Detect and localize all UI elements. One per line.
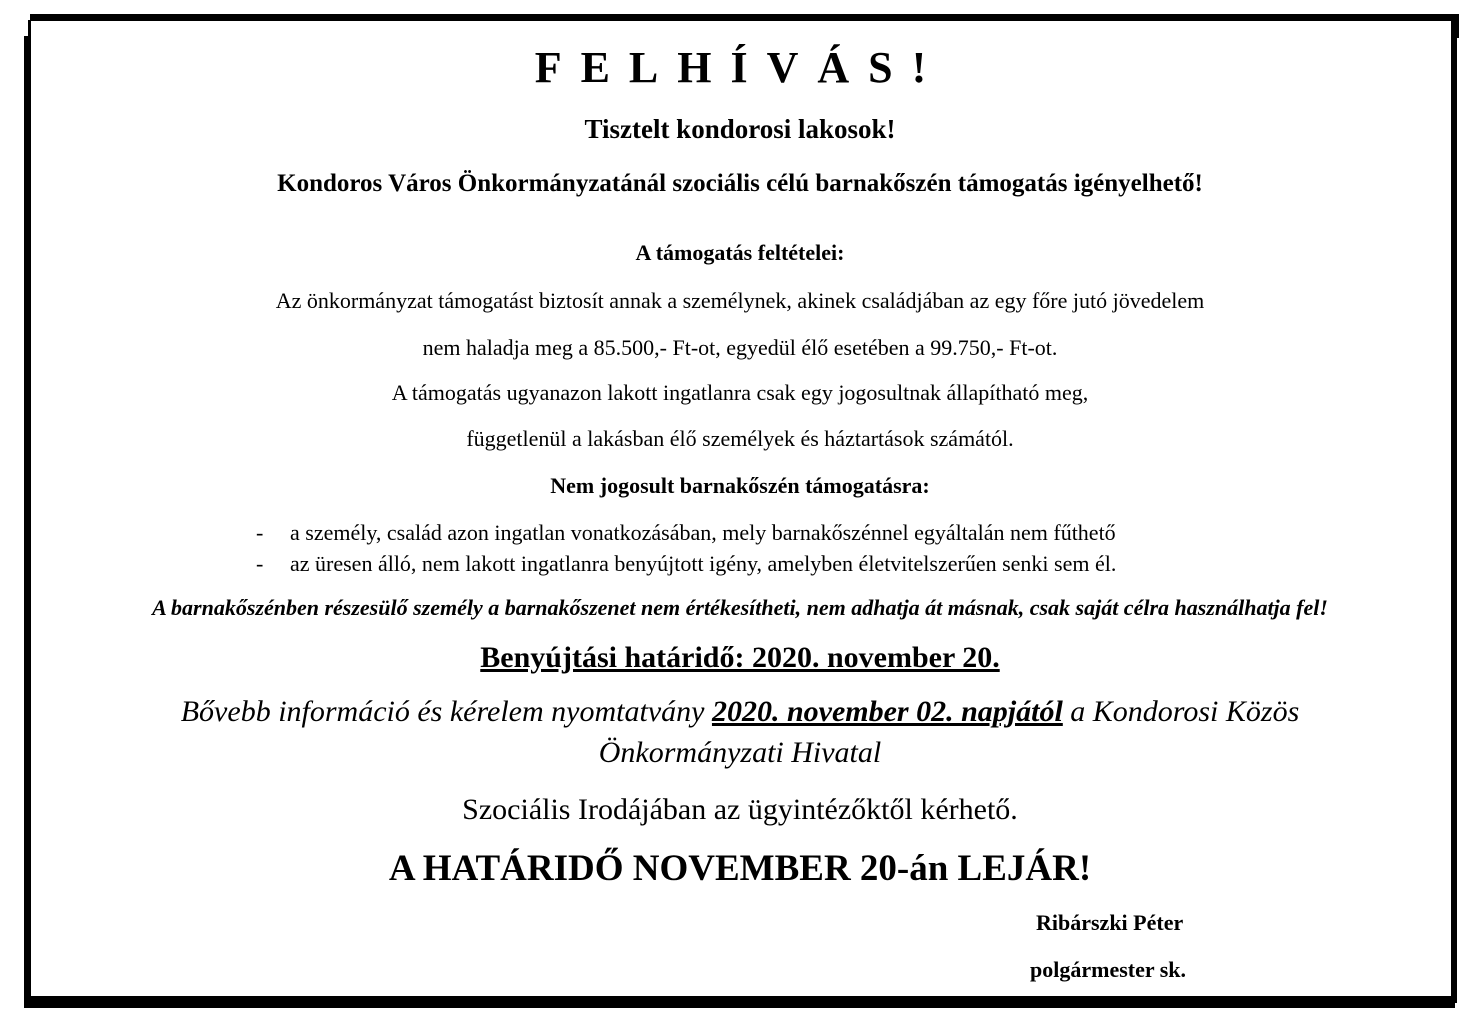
info-line	[30, 695, 1450, 729]
frame-top-border	[30, 14, 1456, 21]
list-item	[256, 549, 1116, 580]
list-item-text: az üresen álló, nem lakott ingatlanra benyújtott igény, amelyben életvitelszerűen senki sem él.	[290, 551, 1117, 576]
bullet-dash: -	[256, 551, 264, 576]
info-department: Szociális Irodájában az ügyintézőktől kérhető.	[462, 793, 1018, 826]
signature-name: Ribárszki Péter	[1036, 910, 1184, 935]
info-suffix: a Kondorosi Közös	[1062, 695, 1300, 728]
info-prefix: Bővebb információ és kérelem nyomtatvány	[180, 695, 712, 728]
frame-bottom-shadow	[24, 1003, 1455, 1008]
list-item-text: a személy, család azon ingatlan vonatkozásában, mely barnakőszénnel egyáltalán nem fűthető	[290, 520, 1116, 545]
condition-line: függetlenül a lakásban élő személyek és háztartások számától.	[466, 426, 1014, 451]
condition-line: A támogatás ugyanazon lakott ingatlanra csak egy jogosultnak állapítható meg,	[391, 380, 1089, 405]
page-title: FELHÍVÁS!	[534, 43, 946, 92]
final-deadline-warning: A HATÁRIDŐ NOVEMBER 20-án LEJÁR!	[388, 848, 1092, 889]
submission-deadline: Benyújtási határidő: 2020. november 20.	[480, 641, 1000, 674]
condition-line: Az önkormányzat támogatást biztosít annak a személynek, akinek családjában az egy főre jutó jövedelem	[275, 288, 1205, 313]
not-eligible-list	[256, 518, 1116, 580]
info-date: 2020. november 02. napjától	[711, 695, 1063, 728]
greeting: Tisztelt kondorosi lakosok!	[584, 114, 896, 144]
announcement: Kondoros Város Önkormányzatánál szociális célú barnakőszén támogatás igényelhető!	[277, 170, 1203, 197]
usage-warning: A barnakőszénben részesülő személy a barnakőszenet nem értékesítheti, nem adhatja át másnak, csak saját célra használhatja fel!	[152, 595, 1328, 620]
frame-bottom-border	[30, 996, 1456, 1003]
not-eligible-heading: Nem jogosult barnakőszén támogatásra:	[550, 473, 930, 498]
conditions-heading: A támogatás feltételei:	[635, 240, 845, 265]
info-office: Önkormányzati Hivatal	[598, 736, 882, 769]
frame-right-border	[1451, 20, 1457, 1003]
condition-line: nem haladja meg a 85.500,- Ft-ot, egyedül élő esetében a 99.750,- Ft-ot.	[422, 335, 1058, 360]
bullet-dash: -	[256, 520, 264, 545]
signature-title: polgármester sk.	[1030, 957, 1187, 982]
list-item	[256, 518, 1116, 549]
